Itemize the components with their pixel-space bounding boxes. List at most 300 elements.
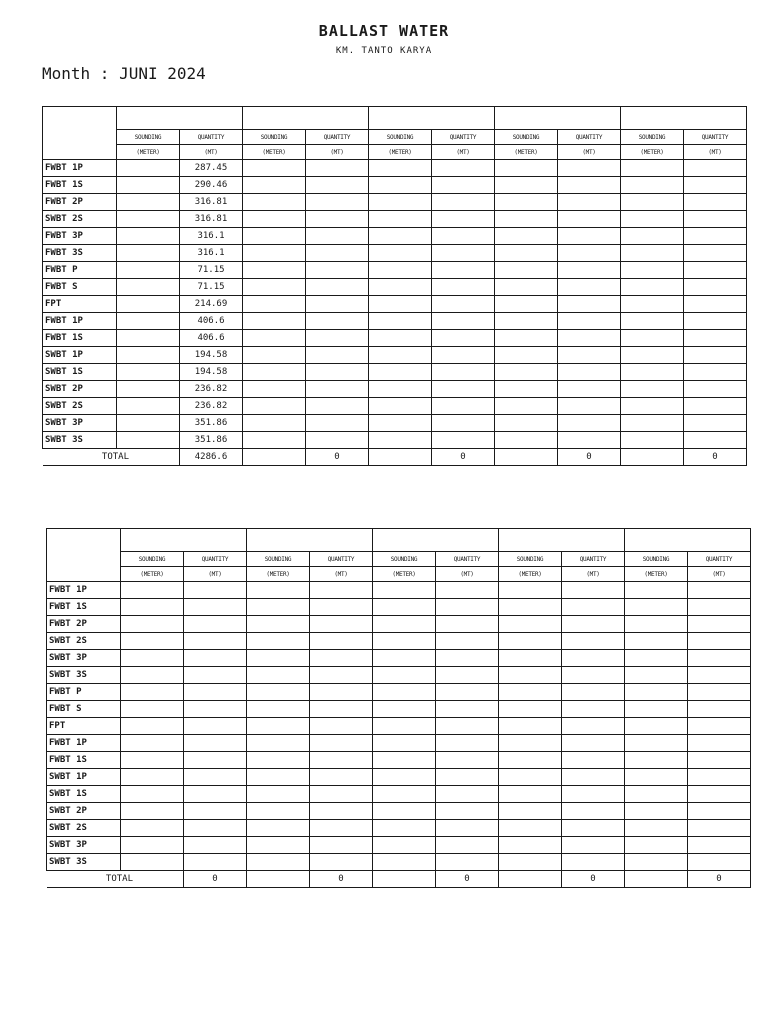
- sounding-cell: [243, 432, 306, 449]
- sounding-unit-header: (METER): [495, 145, 558, 160]
- quantity-cell: [562, 667, 625, 684]
- sounding-cell: [243, 398, 306, 415]
- tank-name: SWBT 1S: [47, 786, 121, 803]
- quantity-cell: [306, 313, 369, 330]
- sounding-cell: [625, 769, 688, 786]
- sounding-cell: [243, 330, 306, 347]
- quantity-cell: [562, 616, 625, 633]
- tank-name: FWBT 1P: [47, 582, 121, 599]
- sounding-cell: [373, 837, 436, 854]
- quantity-cell: [558, 313, 621, 330]
- sounding-cell: [121, 769, 184, 786]
- total-value: 0: [306, 449, 369, 466]
- quantity-column-header: QUANTITY: [184, 552, 247, 567]
- sounding-cell: [373, 650, 436, 667]
- quantity-column-header: QUANTITY: [558, 130, 621, 145]
- quantity-column-header: QUANTITY: [432, 130, 495, 145]
- tank-row: [47, 701, 751, 718]
- tank-row: [43, 415, 747, 432]
- tank-row: [43, 211, 747, 228]
- tank-name: FWBT 3P: [43, 228, 117, 245]
- sounding-cell: [247, 769, 310, 786]
- quantity-cell: [184, 820, 247, 837]
- sounding-cell: [117, 415, 180, 432]
- quantity-cell: [562, 786, 625, 803]
- quantity-cell: [562, 820, 625, 837]
- quantity-cell: [306, 228, 369, 245]
- vessel-name: KM. TANTO KARYA: [335, 46, 433, 56]
- tank-name: FWBT 1S: [43, 330, 117, 347]
- quantity-cell: [310, 599, 373, 616]
- sounding-cell: [625, 718, 688, 735]
- sounding-cell: [621, 347, 684, 364]
- sounding-cell: [117, 364, 180, 381]
- sounding-cell: [621, 279, 684, 296]
- sounding-cell: [117, 279, 180, 296]
- quantity-cell: [306, 330, 369, 347]
- sounding-cell: [495, 330, 558, 347]
- tank-name: SWBT 1P: [47, 769, 121, 786]
- quantity-cell: [684, 262, 747, 279]
- quantity-cell: [184, 582, 247, 599]
- sounding-cell: [247, 820, 310, 837]
- sounding-cell: [621, 381, 684, 398]
- sounding-cell: [121, 684, 184, 701]
- quantity-cell: [562, 854, 625, 871]
- tank-name: FWBT S: [43, 279, 117, 296]
- tank-name: FWBT P: [47, 684, 121, 701]
- sounding-cell: [499, 803, 562, 820]
- quantity-unit-header: (MT): [310, 567, 373, 582]
- sounding-cell: [117, 194, 180, 211]
- quantity-cell: [306, 279, 369, 296]
- quantity-cell: [184, 650, 247, 667]
- quantity-cell: [684, 347, 747, 364]
- quantity-cell: [562, 701, 625, 718]
- sounding-cell: [121, 650, 184, 667]
- sounding-cell: [495, 296, 558, 313]
- sounding-cell: [499, 599, 562, 616]
- quantity-cell: [310, 684, 373, 701]
- sounding-cell: [495, 313, 558, 330]
- sounding-cell: [495, 432, 558, 449]
- quantity-cell: 316.1: [180, 228, 243, 245]
- quantity-cell: [310, 667, 373, 684]
- tank-row: [47, 735, 751, 752]
- quantity-cell: 236.82: [180, 381, 243, 398]
- tank-row: [47, 633, 751, 650]
- sounding-cell: [247, 837, 310, 854]
- sounding-cell: [625, 650, 688, 667]
- tank-name: SWBT 2P: [43, 381, 117, 398]
- tank-name: FWBT 1S: [43, 177, 117, 194]
- sounding-column-header: SOUNDING: [625, 552, 688, 567]
- sounding-cell: [499, 871, 562, 888]
- sounding-cell: [247, 684, 310, 701]
- sounding-unit-header: (METER): [117, 145, 180, 160]
- quantity-cell: [562, 599, 625, 616]
- quantity-cell: [436, 582, 499, 599]
- quantity-cell: [184, 616, 247, 633]
- quantity-cell: [684, 381, 747, 398]
- sounding-cell: [495, 211, 558, 228]
- reading-group-header: [625, 529, 751, 552]
- sounding-cell: [243, 245, 306, 262]
- sounding-cell: [121, 786, 184, 803]
- total-row: [43, 449, 747, 466]
- quantity-cell: 351.86: [180, 432, 243, 449]
- tank-name: SWBT 2S: [43, 398, 117, 415]
- sounding-column-header: SOUNDING: [621, 130, 684, 145]
- quantity-cell: [436, 837, 499, 854]
- sounding-cell: [369, 398, 432, 415]
- tank-name: FWBT 2P: [47, 616, 121, 633]
- sounding-cell: [499, 616, 562, 633]
- sounding-cell: [495, 449, 558, 466]
- sounding-cell: [369, 313, 432, 330]
- quantity-cell: [432, 211, 495, 228]
- quantity-cell: [436, 684, 499, 701]
- sounding-cell: [369, 432, 432, 449]
- sounding-cell: [117, 228, 180, 245]
- quantity-cell: [432, 160, 495, 177]
- quantity-unit-header: (MT): [306, 145, 369, 160]
- quantity-cell: 406.6: [180, 313, 243, 330]
- sounding-cell: [369, 381, 432, 398]
- sounding-cell: [247, 616, 310, 633]
- quantity-cell: [562, 633, 625, 650]
- sounding-cell: [243, 364, 306, 381]
- tank-name: FWBT 1P: [47, 735, 121, 752]
- tank-row: [43, 177, 747, 194]
- tank-row: [43, 160, 747, 177]
- total-value: 0: [558, 449, 621, 466]
- quantity-cell: [688, 854, 751, 871]
- sounding-column-header: SOUNDING: [243, 130, 306, 145]
- tank-row: [43, 262, 747, 279]
- sounding-cell: [621, 262, 684, 279]
- tank-name: FWBT S: [47, 701, 121, 718]
- tank-row: [47, 667, 751, 684]
- sounding-column-header: SOUNDING: [495, 130, 558, 145]
- sounding-cell: [369, 160, 432, 177]
- quantity-cell: [436, 599, 499, 616]
- quantity-cell: 406.6: [180, 330, 243, 347]
- total-value: 0: [562, 871, 625, 888]
- total-value: 0: [688, 871, 751, 888]
- tank-row: [43, 296, 747, 313]
- month-label: Month: [42, 64, 91, 83]
- ballast-table-2: [46, 528, 751, 888]
- sounding-cell: [117, 381, 180, 398]
- sounding-cell: [621, 449, 684, 466]
- quantity-column-header: QUANTITY: [562, 552, 625, 567]
- sounding-cell: [243, 313, 306, 330]
- sounding-unit-header: (METER): [121, 567, 184, 582]
- quantity-cell: [562, 582, 625, 599]
- quantity-cell: [436, 616, 499, 633]
- tank-name: FWBT 1P: [43, 313, 117, 330]
- tank-row: [43, 347, 747, 364]
- tank-row: [47, 837, 751, 854]
- quantity-cell: [684, 279, 747, 296]
- tank-row: [47, 684, 751, 701]
- sounding-cell: [495, 262, 558, 279]
- sounding-cell: [625, 582, 688, 599]
- sounding-cell: [117, 398, 180, 415]
- sounding-cell: [121, 667, 184, 684]
- sounding-cell: [495, 228, 558, 245]
- quantity-cell: 194.58: [180, 347, 243, 364]
- sounding-cell: [495, 415, 558, 432]
- sounding-cell: [625, 820, 688, 837]
- sounding-cell: [499, 650, 562, 667]
- sounding-unit-header: (METER): [247, 567, 310, 582]
- sounding-cell: [625, 633, 688, 650]
- sounding-unit-header: (METER): [499, 567, 562, 582]
- sounding-cell: [373, 633, 436, 650]
- sounding-cell: [121, 701, 184, 718]
- sounding-cell: [369, 262, 432, 279]
- quantity-cell: [432, 381, 495, 398]
- tank-name: SWBT 1P: [43, 347, 117, 364]
- sounding-column-header: SOUNDING: [121, 552, 184, 567]
- month-value: JUNI 2024: [119, 64, 206, 83]
- sounding-cell: [625, 803, 688, 820]
- sounding-cell: [247, 752, 310, 769]
- quantity-cell: [306, 245, 369, 262]
- quantity-cell: [432, 398, 495, 415]
- sounding-cell: [121, 616, 184, 633]
- tank-row: [43, 245, 747, 262]
- quantity-cell: [432, 364, 495, 381]
- sounding-cell: [121, 599, 184, 616]
- sounding-cell: [121, 803, 184, 820]
- quantity-cell: [684, 245, 747, 262]
- reading-group-header: [621, 107, 747, 130]
- quantity-cell: [184, 752, 247, 769]
- quantity-cell: 236.82: [180, 398, 243, 415]
- sounding-cell: [373, 854, 436, 871]
- sounding-cell: [373, 735, 436, 752]
- quantity-cell: [688, 837, 751, 854]
- sounding-cell: [373, 752, 436, 769]
- sounding-cell: [243, 279, 306, 296]
- quantity-cell: [684, 177, 747, 194]
- sounding-cell: [499, 684, 562, 701]
- sounding-cell: [369, 364, 432, 381]
- quantity-cell: [558, 160, 621, 177]
- quantity-cell: [562, 650, 625, 667]
- quantity-cell: [306, 398, 369, 415]
- quantity-cell: [558, 330, 621, 347]
- tank-name: SWBT 2S: [47, 633, 121, 650]
- sounding-cell: [243, 194, 306, 211]
- tank-name: SWBT 2P: [47, 803, 121, 820]
- sounding-cell: [369, 296, 432, 313]
- sounding-cell: [625, 616, 688, 633]
- sounding-cell: [117, 296, 180, 313]
- sounding-cell: [499, 667, 562, 684]
- tank-name: SWBT 3S: [47, 854, 121, 871]
- sounding-cell: [247, 667, 310, 684]
- sounding-cell: [369, 279, 432, 296]
- quantity-cell: [558, 177, 621, 194]
- reading-group-header: [373, 529, 499, 552]
- quantity-cell: [684, 330, 747, 347]
- sounding-cell: [373, 667, 436, 684]
- quantity-cell: [562, 718, 625, 735]
- sounding-cell: [117, 262, 180, 279]
- quantity-cell: [184, 701, 247, 718]
- sounding-cell: [625, 837, 688, 854]
- tank-row: [47, 599, 751, 616]
- quantity-cell: [184, 667, 247, 684]
- sounding-cell: [243, 228, 306, 245]
- sounding-unit-header: (METER): [369, 145, 432, 160]
- quantity-cell: [306, 381, 369, 398]
- quantity-cell: [432, 313, 495, 330]
- reading-group-header: [243, 107, 369, 130]
- quantity-cell: 214.69: [180, 296, 243, 313]
- quantity-unit-header: (MT): [688, 567, 751, 582]
- quantity-cell: [306, 364, 369, 381]
- sounding-cell: [117, 177, 180, 194]
- tank-row: [43, 228, 747, 245]
- quantity-cell: [306, 160, 369, 177]
- tank-row: [43, 398, 747, 415]
- quantity-unit-header: (MT): [562, 567, 625, 582]
- sounding-cell: [621, 211, 684, 228]
- quantity-cell: [432, 347, 495, 364]
- sounding-cell: [621, 398, 684, 415]
- sounding-column-header: SOUNDING: [373, 552, 436, 567]
- quantity-column-header: QUANTITY: [684, 130, 747, 145]
- quantity-cell: [562, 684, 625, 701]
- quantity-cell: [432, 279, 495, 296]
- tank-row: [47, 616, 751, 633]
- total-value: 0: [436, 871, 499, 888]
- quantity-cell: [688, 650, 751, 667]
- sounding-cell: [121, 820, 184, 837]
- quantity-cell: [306, 194, 369, 211]
- sounding-cell: [121, 633, 184, 650]
- quantity-cell: [684, 228, 747, 245]
- quantity-cell: [558, 381, 621, 398]
- sounding-cell: [495, 177, 558, 194]
- tank-name: SWBT 2S: [47, 820, 121, 837]
- quantity-cell: [310, 735, 373, 752]
- sounding-cell: [121, 752, 184, 769]
- quantity-cell: [688, 616, 751, 633]
- quantity-cell: [184, 769, 247, 786]
- tank-name: FWBT P: [43, 262, 117, 279]
- sounding-cell: [373, 786, 436, 803]
- sounding-cell: [121, 854, 184, 871]
- sounding-cell: [369, 415, 432, 432]
- sounding-cell: [625, 871, 688, 888]
- reading-group-header: [121, 529, 247, 552]
- quantity-cell: [184, 599, 247, 616]
- sounding-cell: [243, 381, 306, 398]
- quantity-cell: [310, 837, 373, 854]
- sounding-cell: [369, 211, 432, 228]
- tank-name: FWBT 1P: [43, 160, 117, 177]
- sounding-cell: [243, 262, 306, 279]
- quantity-cell: 316.81: [180, 211, 243, 228]
- sounding-cell: [373, 684, 436, 701]
- quantity-cell: [306, 347, 369, 364]
- quantity-cell: [432, 177, 495, 194]
- sounding-cell: [499, 582, 562, 599]
- quantity-cell: [558, 262, 621, 279]
- quantity-cell: [306, 262, 369, 279]
- quantity-cell: [436, 701, 499, 718]
- sounding-cell: [373, 582, 436, 599]
- quantity-column-header: QUANTITY: [688, 552, 751, 567]
- quantity-cell: [684, 194, 747, 211]
- tank-row: [47, 650, 751, 667]
- sounding-cell: [243, 177, 306, 194]
- corner-cell: [43, 107, 117, 160]
- quantity-cell: [558, 211, 621, 228]
- quantity-cell: [562, 803, 625, 820]
- quantity-cell: [184, 718, 247, 735]
- quantity-cell: [432, 194, 495, 211]
- sounding-cell: [495, 245, 558, 262]
- tank-row: [43, 313, 747, 330]
- tank-name: SWBT 3P: [47, 650, 121, 667]
- sounding-cell: [247, 871, 310, 888]
- tank-name: SWBT 3S: [43, 432, 117, 449]
- sounding-cell: [373, 701, 436, 718]
- quantity-column-header: QUANTITY: [310, 552, 373, 567]
- sounding-column-header: SOUNDING: [117, 130, 180, 145]
- quantity-cell: [558, 415, 621, 432]
- quantity-cell: [558, 347, 621, 364]
- quantity-cell: 351.86: [180, 415, 243, 432]
- quantity-cell: [436, 803, 499, 820]
- sounding-cell: [247, 786, 310, 803]
- tank-name: SWBT 3S: [47, 667, 121, 684]
- quantity-cell: [432, 262, 495, 279]
- quantity-cell: [310, 752, 373, 769]
- reading-group-header: [247, 529, 373, 552]
- quantity-cell: [688, 701, 751, 718]
- quantity-cell: [432, 415, 495, 432]
- quantity-cell: [684, 432, 747, 449]
- sounding-cell: [247, 633, 310, 650]
- sounding-cell: [369, 177, 432, 194]
- quantity-cell: [310, 701, 373, 718]
- total-value: 0: [684, 449, 747, 466]
- sounding-cell: [243, 211, 306, 228]
- reading-group-header: [499, 529, 625, 552]
- quantity-cell: [306, 177, 369, 194]
- quantity-cell: [310, 633, 373, 650]
- quantity-cell: [684, 160, 747, 177]
- sounding-cell: [625, 735, 688, 752]
- tank-row: [47, 769, 751, 786]
- quantity-cell: 71.15: [180, 279, 243, 296]
- quantity-cell: [688, 667, 751, 684]
- quantity-cell: [558, 296, 621, 313]
- total-row: [47, 871, 751, 888]
- total-value: 0: [184, 871, 247, 888]
- quantity-cell: [558, 432, 621, 449]
- quantity-column-header: QUANTITY: [306, 130, 369, 145]
- reading-group-header: [117, 107, 243, 130]
